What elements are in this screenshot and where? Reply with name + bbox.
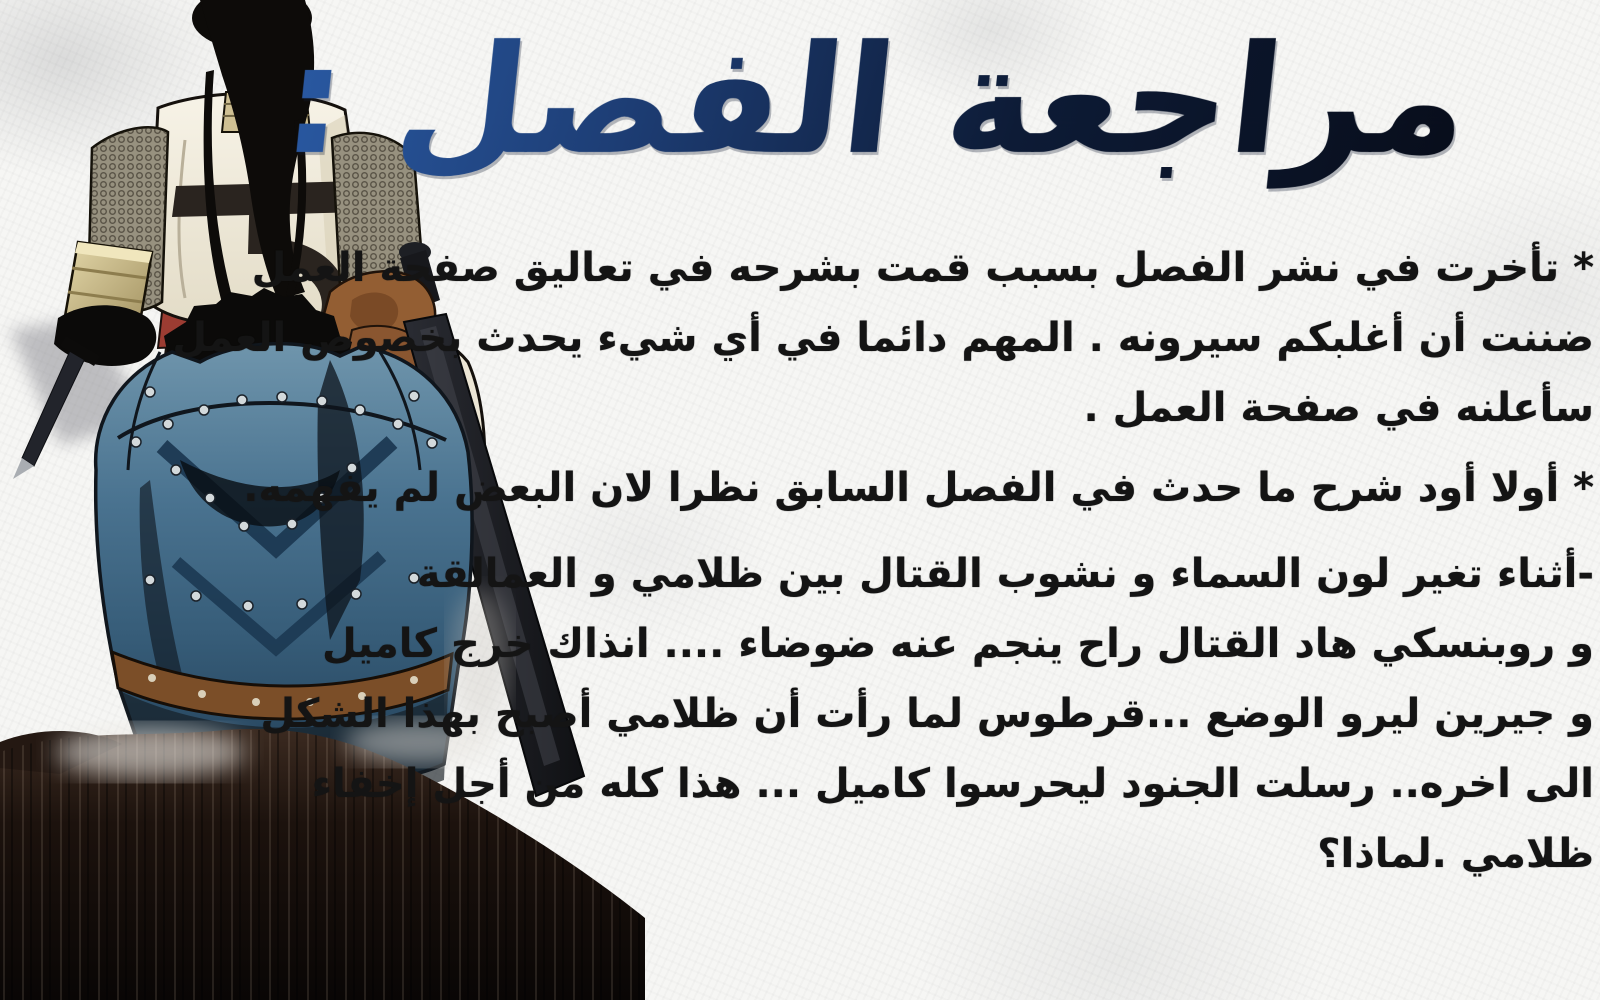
review-line: و روبنسكي هاد القتال راح ينجم عنه ضوضاء .... انذاك خرج كاميل <box>321 621 1594 667</box>
review-text-block <box>172 233 1594 889</box>
page-title: مراجعة الفصل : <box>273 0 1480 216</box>
review-line: * تأخرت في نشر الفصل بسبب قمت بشرحه في تعاليق صفحة العمل <box>251 245 1594 291</box>
review-line: سأعلنه في صفحة العمل . <box>1083 385 1594 431</box>
review-line: الى اخره.. رسلت الجنود ليحرسوا كاميل ... هذا كله من أجل إخفاء <box>311 761 1594 807</box>
review-line: ضننت أن أغلبكم سيرونه . المهم دائما في أي شيء يحدث بخصوص العمل <box>172 315 1594 361</box>
review-line: -أثناء تغير لون السماء و نشوب القتال بين ظلامي و العمالقة <box>416 551 1594 597</box>
review-line: ظلامي .لماذا؟ <box>1317 831 1594 877</box>
review-line: و جيرين ليرو الوضع ...قرطوس لما رأت أن ظلامي أصبح بهذا الشكل <box>260 691 1594 737</box>
review-line: * أولا أود شرح ما حدث في الفصل السابق نظرا لان البعض لم يفهمه. <box>243 465 1594 511</box>
